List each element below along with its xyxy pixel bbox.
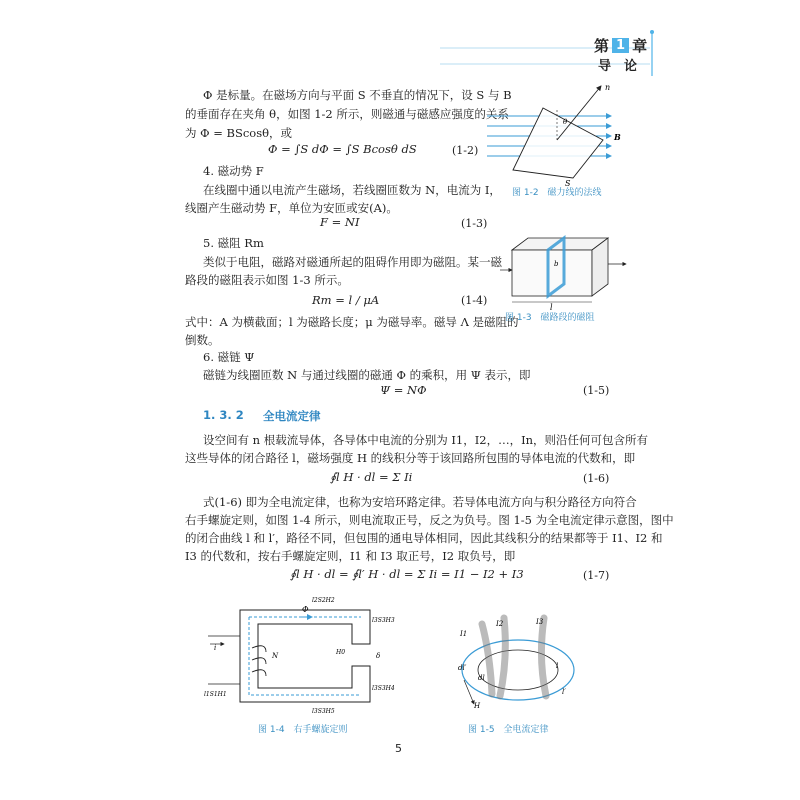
label-l: l: [550, 303, 553, 312]
equation-1-4-number: (1-4): [461, 294, 488, 307]
para-5b-line-1: 式中：A 为横截面；l 为磁路长度；μ 为磁导率。磁导 Λ 是磁阻的: [185, 315, 519, 329]
equation-1-7-number: (1-7): [583, 569, 610, 582]
para-8-line-2: 右手螺旋定则，如图 1-4 所示，则电流取正号，反之为负号。图 1-5 为全电流定律示意图，图中: [185, 513, 674, 527]
figure-1-5: [452, 604, 587, 724]
equation-1-5: Ψ = NΦ: [380, 383, 427, 397]
para-8-line-1: 式(1-6) 即为全电流定律，也称为安培环路定律。若导体电流方向与积分路径方向符合: [203, 495, 637, 509]
chapter-prefix: 第: [594, 37, 610, 55]
label-n: n: [605, 83, 611, 92]
chapter-number: 1: [612, 38, 629, 53]
equation-1-7: ∮l H · dl = ∮l′ H · dl = Σ Ii = I1 − I2 + I3: [290, 567, 524, 581]
label-theta: θ: [563, 118, 568, 126]
equation-1-5-number: (1-5): [583, 384, 610, 397]
label-i2: I2: [496, 620, 504, 628]
equation-1-4: Rm = l / μA: [312, 293, 380, 307]
label-dl: dl: [478, 674, 485, 682]
figure-1-3: [500, 232, 635, 312]
equation-1-6: ∮l H · dl = Σ Ii: [330, 470, 413, 484]
equation-1-3: F = NI: [320, 215, 360, 229]
figure-1-2-caption: 图 1-2 磁力线的法线: [512, 188, 602, 198]
figure-1-3-caption: 图 1-3 磁路段的磁阻: [505, 313, 595, 323]
equation-1-2-number: (1-2): [452, 144, 479, 157]
header-section: 导 论: [598, 59, 638, 74]
item-4-heading: 4. 磁动势 F: [203, 164, 264, 178]
section-number: 1. 3. 2: [203, 408, 244, 422]
section-title: 全电流定律: [263, 409, 321, 423]
para-5-line-2: 路段的磁阻表示如图 1-3 所示。: [185, 273, 349, 287]
label-l3s3h3: l3S3H3: [372, 617, 395, 624]
label-l2s2h2: l2S2H2: [312, 597, 335, 604]
item-5-heading: 5. 磁阻 Rm: [203, 236, 264, 250]
para-1-line-2: 的垂面存在夹角 θ，如图 1-2 所示，则磁通与磁感应强度的关系: [185, 107, 509, 121]
para-7-line-2: 这些导体的闭合路径 l，磁场强度 H 的线积分等于该回路所包围的导体电流的代数和，即: [185, 451, 636, 465]
label-delta: δ: [376, 652, 381, 660]
chapter-heading: [594, 35, 647, 56]
label-dl-prime: dl′: [458, 664, 467, 672]
para-8-line-3: 的闭合曲线 l 和 l′，路径不同，但包围的通电导体相同，因此其线积分的结果都等于 I1、I2 和: [185, 531, 663, 545]
label-l-curve: l: [556, 662, 559, 670]
page-number: 5: [395, 742, 402, 755]
chapter-suffix: 章: [632, 37, 648, 55]
figure-1-4: [200, 588, 395, 718]
label-l3s3h4: l3S3H4: [372, 685, 395, 692]
para-6: 磁链为线圈匝数 N 与通过线圈的磁通 Φ 的乘积，用 Ψ 表示，即: [203, 368, 531, 382]
label-s: S: [565, 179, 571, 188]
label-b: B: [614, 132, 621, 142]
label-i: i: [214, 644, 217, 652]
label-l-prime: l′: [562, 688, 566, 696]
equation-1-6-number: (1-6): [583, 472, 610, 485]
equation-1-3-number: (1-3): [461, 217, 488, 230]
para-5-line-1: 类似于电阻，磁路对磁通所起的阻碍作用即为磁阻。某一磁: [203, 255, 502, 269]
label-h0: H0: [336, 649, 346, 656]
item-6-heading: 6. 磁链 Ψ: [203, 350, 255, 364]
para-8-line-4: I3 的代数和，按右手螺旋定则，I1 和 I3 取正号，I2 取负号，即: [185, 549, 516, 563]
figure-1-2: [483, 80, 633, 190]
label-phi: Φ: [302, 605, 309, 614]
figure-1-4-caption: 图 1-4 右手螺旋定则: [258, 725, 348, 735]
label-i3: I3: [536, 618, 544, 626]
equation-1-2: Φ = ∫S dΦ = ∫S Bcosθ dS: [268, 142, 417, 156]
para-4-line-2: 线圈产生磁动势 F，单位为安匝或安(A)。: [185, 201, 398, 215]
para-1-line-3: 为 Φ = BScosθ，或: [185, 126, 293, 140]
para-4-line-1: 在线圈中通以电流产生磁场，若线圈匝数为 N，电流为 I，: [203, 183, 501, 197]
para-5b-line-2: 倒数。: [185, 333, 220, 347]
label-n-turns: N: [272, 652, 279, 660]
figure-1-5-caption: 图 1-5 全电流定律: [468, 725, 549, 735]
label-h: H: [474, 702, 481, 710]
para-7-line-1: 设空间有 n 根载流导体，各导体中电流的分别为 I1，I2，…，In，则沿任何可包含所有: [203, 433, 649, 447]
label-i1: I1: [460, 630, 468, 638]
plane-s: [513, 108, 603, 178]
label-l3s3h5: l3S3H5: [312, 708, 335, 715]
label-l1s1h1: l1S1H1: [204, 691, 227, 698]
label-b-width: b: [554, 260, 559, 268]
para-1-line-1: Φ 是标量。在磁场方向与平面 S 不垂直的情况下，设 S 与 B: [203, 88, 512, 102]
